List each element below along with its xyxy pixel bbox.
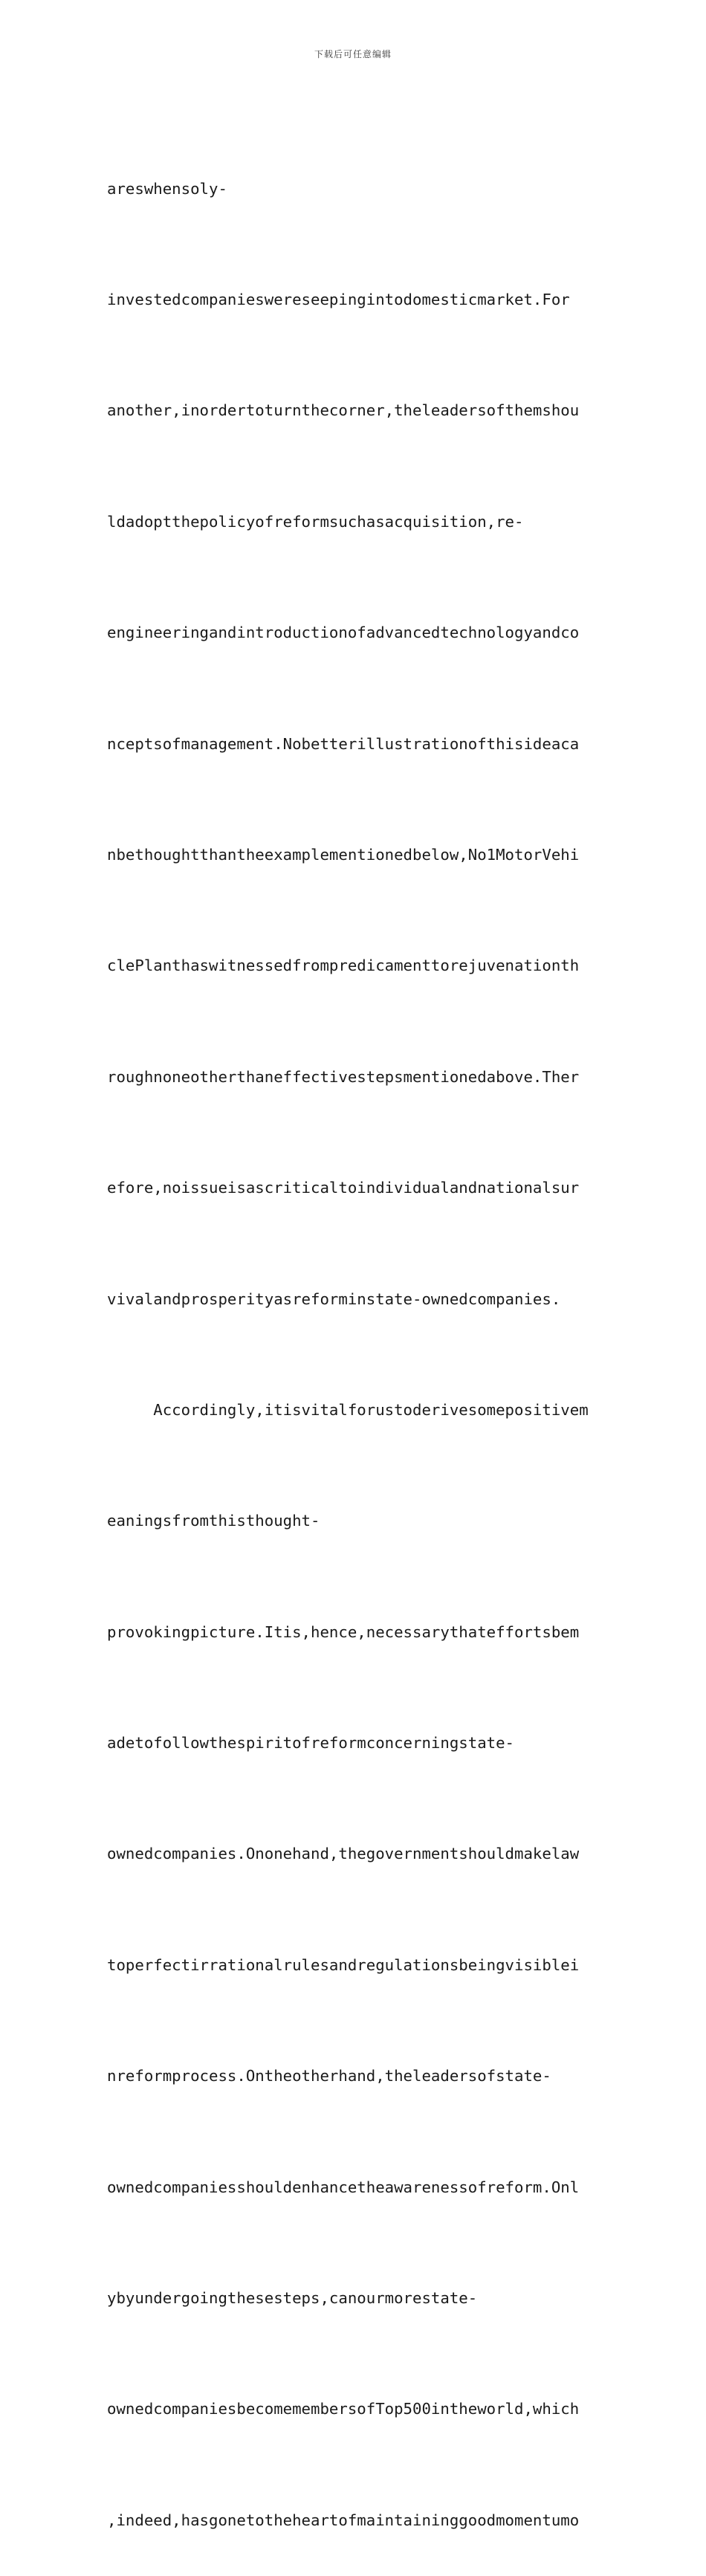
text-line: ,indeed,hasgonetotheheartofmaintaininggoodmomentumo: [107, 2511, 580, 2529]
text-line: nceptsofmanagement.Nobetterillustrationofthisideaca: [107, 734, 580, 753]
text-line: areswhensoly-: [107, 179, 227, 198]
text-line: clePlanthaswitnessedfrompredicamenttorejuvenationth: [107, 957, 580, 975]
document-body: [107, 97, 612, 2576]
text-line: toperfectirrationalrulesandregulationsbeingvisiblei: [107, 1955, 580, 1974]
text-line: nreformprocess.Ontheotherhand,theleadersofstate-: [107, 2067, 551, 2085]
text-line: nbethoughtthantheexamplementionedbelow,No1MotorVehi: [107, 845, 580, 864]
text-line: adetofollowthespiritofreformconcerningstate-: [107, 1734, 515, 1753]
text-line: provokingpicture.Itis,hence,necessarythateffortsbem: [107, 1622, 580, 1641]
page-header: 下载后可任意编辑: [314, 49, 392, 59]
text-line: investedcompanieswereseepingintodomesticmarket.For: [107, 290, 570, 308]
text-line: ownedcompanies.Ononehand,thegovernmentshouldmakelaw: [107, 1845, 580, 1863]
text-line: ownedcompaniesshouldenhancetheawarenessofreform.Onl: [107, 2178, 580, 2196]
text-line: ownedcompaniesbecomemembersofTop500intheworld,which: [107, 2400, 580, 2418]
text-line: ybyundergoingthesesteps,canourmorestate-: [107, 2289, 478, 2308]
text-line: ldadoptthepolicyofreformsuchasacquisition,re-: [107, 512, 524, 531]
text-line: vivalandprosperityasreforminstate-ownedcompanies.: [107, 1289, 561, 1308]
text-line: Accordingly,itisvitalforustoderivesomepositivem: [107, 1400, 589, 1419]
text-line: efore,noissueisascriticaltoindividualandnationalsur: [107, 1179, 580, 1197]
text-line: engineeringandintroductionofadvancedtechnologyandco: [107, 624, 580, 642]
text-line: roughnoneotherthaneffectivestepsmentionedabove.Ther: [107, 1067, 580, 1086]
text-line: another,inordertoturnthecorner,theleadersofthemshou: [107, 401, 580, 420]
text-line: eaningsfromthisthought-: [107, 1512, 320, 1530]
